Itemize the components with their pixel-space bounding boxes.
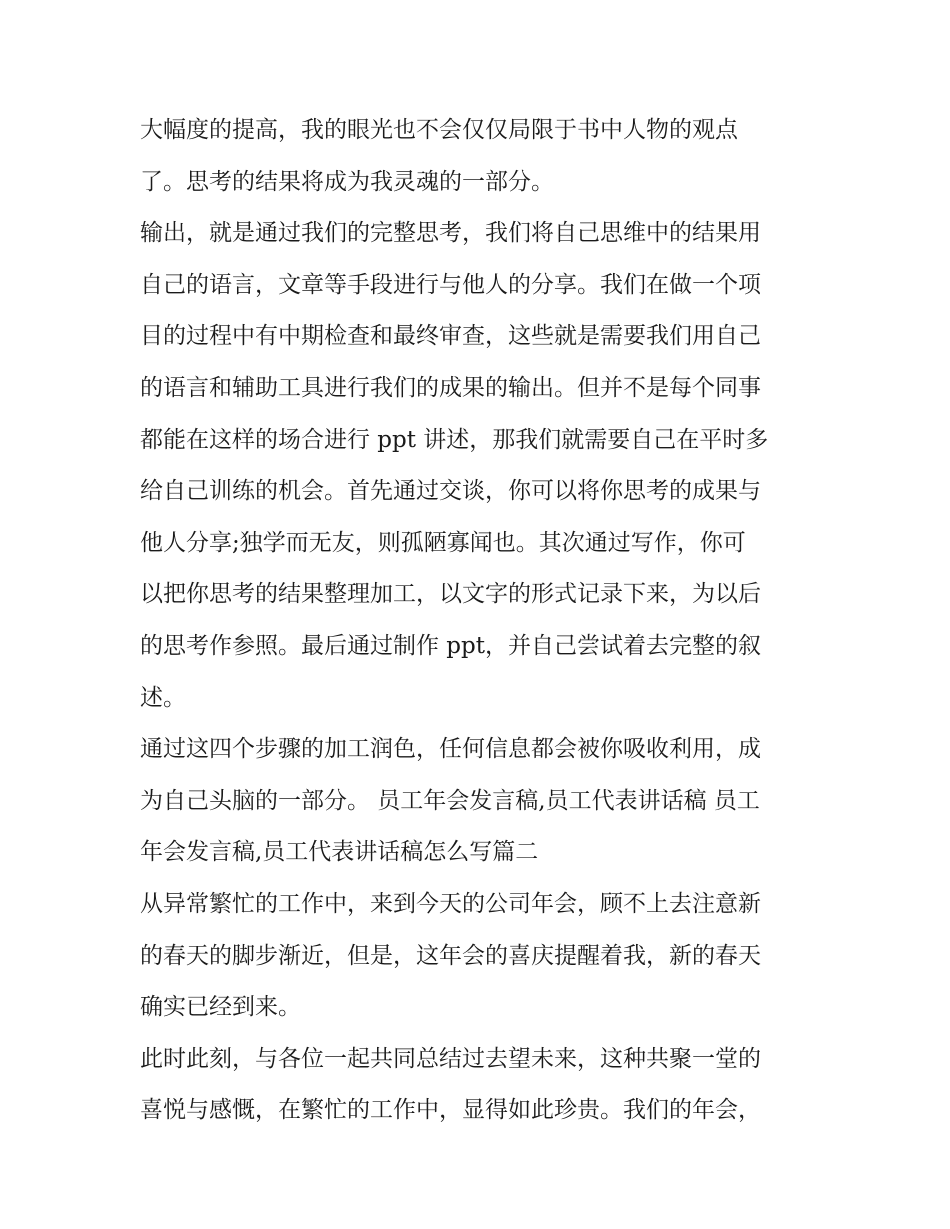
text-line: 从异常繁忙的工作中，来到今天的公司年会，顾不上去注意新 <box>140 890 761 917</box>
text-line: 的语言和辅助工具进行我们的成果的输出。但并不是每个同事 <box>140 374 761 401</box>
text-line: 年会发言稿,员工代表讲话稿怎么写篇二 <box>140 839 539 866</box>
text-line: 大幅度的提高，我的眼光也不会仅仅局限于书中人物的观点 <box>140 117 738 143</box>
text-line: 目的过程中有中期检查和最终审查，这些就是需要我们用自己 <box>140 323 761 350</box>
text-line: 的思考作参照。最后通过制作 ppt，并自己尝试着去完整的叙 <box>140 632 761 659</box>
text-line: 自己的语言，文章等手段进行与他人的分享。我们在做一个项 <box>140 271 761 298</box>
text-line: 通过这四个步骤的加工润色，任何信息都会被你吸收利用，成 <box>140 736 761 763</box>
text-line: 确实已经到来。 <box>140 994 301 1021</box>
text-line: 给自己训练的机会。首先通过交谈，你可以将你思考的成果与 <box>140 478 761 505</box>
text-line: 述。 <box>140 684 186 711</box>
text-line: 了。思考的结果将成为我灵魂的一部分。 <box>140 168 554 195</box>
text-line: 为自己头脑的一部分。 员工年会发言稿,员工代表讲话稿 员工 <box>140 787 760 814</box>
text-line: 喜悦与感慨，在繁忙的工作中，显得如此珍贵。我们的年会， <box>140 1097 761 1124</box>
text-line: 他人分享;独学而无友，则孤陋寡闻也。其次通过写作，你可 <box>140 529 746 556</box>
body-text <box>140 105 812 1137</box>
text-line: 都能在这样的场合进行 ppt 讲述，那我们就需要自己在平时多 <box>140 426 769 453</box>
text-line: 输出，就是通过我们的完整思考，我们将自己思维中的结果用 <box>140 220 761 247</box>
text-line: 此时此刻，与各位一起共同总结过去望未来，这种共聚一堂的 <box>140 1045 761 1072</box>
text-line: 以把你思考的结果整理加工，以文字的形式记录下来，为以后 <box>140 581 761 608</box>
text-line: 的春天的脚步渐近，但是，这年会的喜庆提醒着我，新的春天 <box>140 942 761 969</box>
